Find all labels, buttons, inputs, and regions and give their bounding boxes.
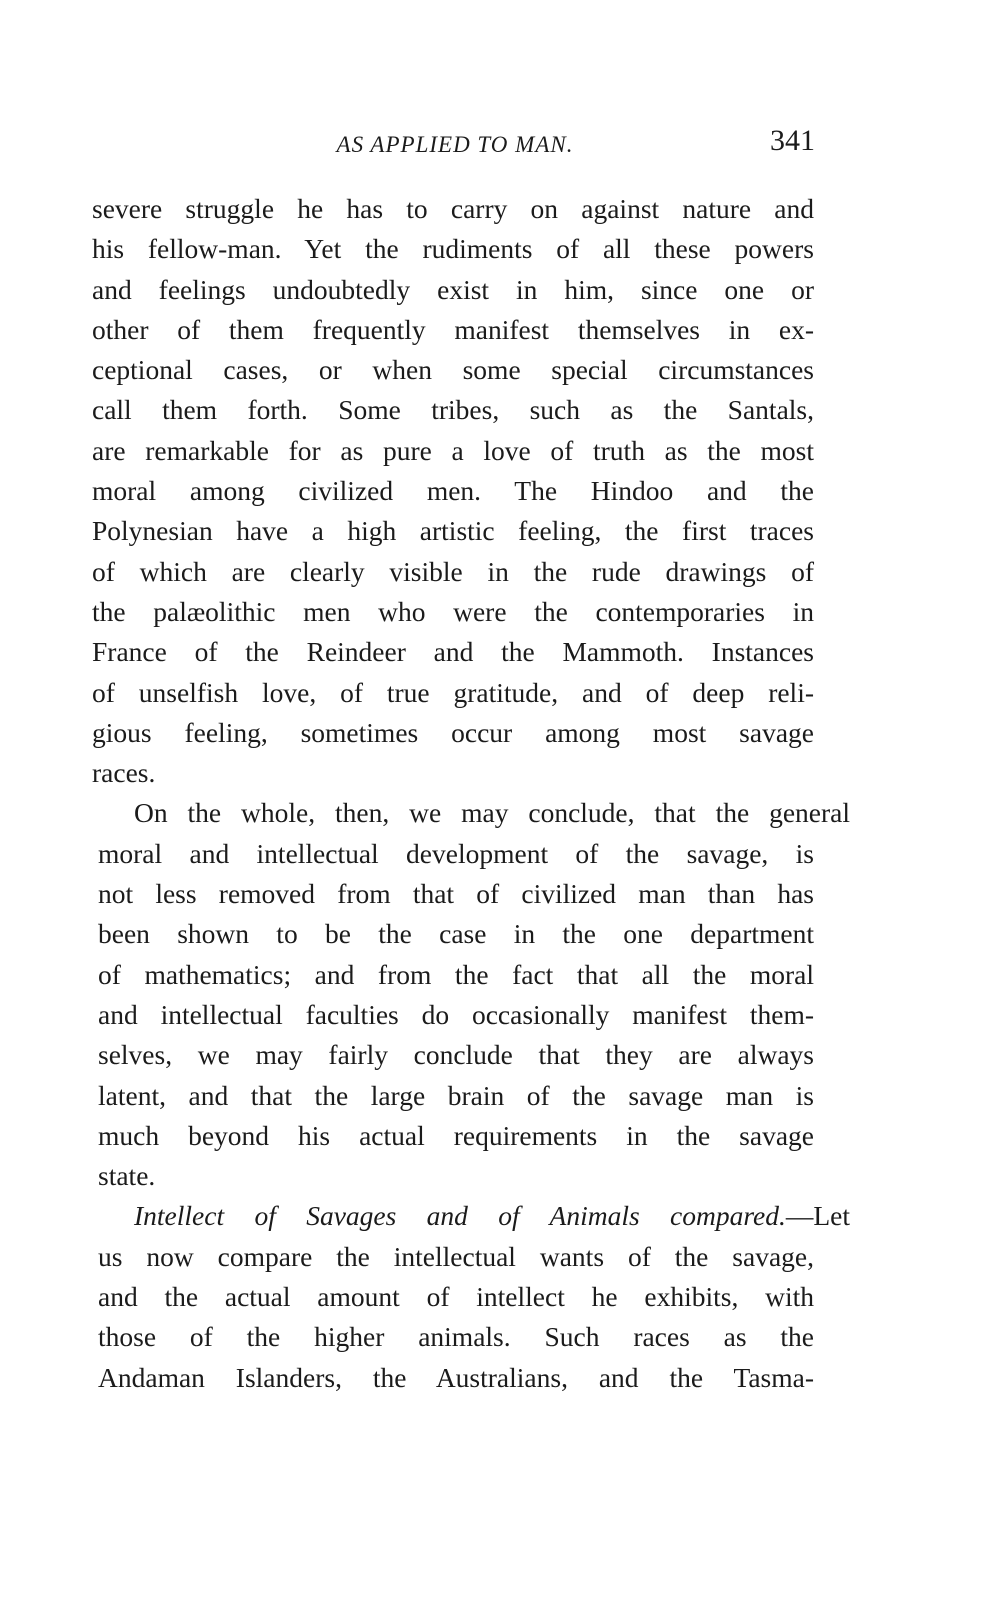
text-line: moral and intellectual development of the savage, is <box>98 837 814 869</box>
text-line: other of them frequently manifest themselves in ex- <box>92 313 814 345</box>
text-line: selves, we may fairly conclude that they are always <box>98 1039 814 1071</box>
text-line: ceptional cases, or when some special circumstances <box>92 354 814 386</box>
text-line: and intellectual faculties do occasionally manifest them- <box>98 998 814 1030</box>
text-line: not less removed from that of civilized man than has <box>98 878 814 910</box>
text-line: On the whole, then, we may conclude, that the general <box>134 797 850 829</box>
text-line: been shown to be the case in the one department <box>98 918 814 950</box>
text-line: the palæolithic men who were the contemporaries in <box>92 595 814 627</box>
section-heading-line <box>98 1196 850 1236</box>
text-line: call them forth. Some tribes, such as the Santals, <box>92 394 814 426</box>
text-line: state. <box>98 1160 156 1192</box>
text-line: France of the Reindeer and the Mammoth. Instances <box>92 636 814 668</box>
text-line: Polynesian have a high artistic feeling, the first traces <box>92 515 814 547</box>
running-title: AS APPLIED TO MAN. <box>336 132 574 157</box>
text-line: much beyond his actual requirements in the savage <box>98 1119 814 1151</box>
running-head <box>95 122 815 166</box>
heading-continuation: —Let <box>785 1200 850 1232</box>
paragraph <box>92 793 850 1196</box>
text-line: and feelings undoubtedly exist in him, since one or <box>92 273 814 305</box>
text-line: and the actual amount of intellect he exhibits, with <box>98 1281 814 1313</box>
text-line: those of the higher animals. Such races as the <box>98 1321 814 1353</box>
paragraph <box>92 189 814 793</box>
paragraph <box>92 1196 850 1397</box>
text-line: moral among civilized men. The Hindoo and the <box>92 475 814 507</box>
text-line: of unselfish love, of true gratitude, and of deep reli- <box>92 676 814 708</box>
text-line: us now compare the intellectual wants of the savage, <box>98 1240 814 1272</box>
section-heading: Intellect of Savages and of Animals compared. <box>134 1200 786 1232</box>
body-text <box>92 189 850 1398</box>
text-line: his fellow-man. Yet the rudiments of all these powers <box>92 233 814 265</box>
page-number: 341 <box>770 124 815 157</box>
text-line: latent, and that the large brain of the savage man is <box>98 1079 814 1111</box>
text-line: gious feeling, sometimes occur among most savage <box>92 716 814 748</box>
text-line: Andaman Islanders, the Australians, and the Tasma- <box>98 1361 814 1393</box>
text-line: races. <box>92 757 156 789</box>
text-line: severe struggle he has to carry on against nature and <box>92 193 814 224</box>
text-line: are remarkable for as pure a love of truth as the most <box>92 434 814 466</box>
text-line: of which are clearly visible in the rude drawings of <box>92 555 814 587</box>
text-line: of mathematics; and from the fact that all the moral <box>98 958 814 990</box>
